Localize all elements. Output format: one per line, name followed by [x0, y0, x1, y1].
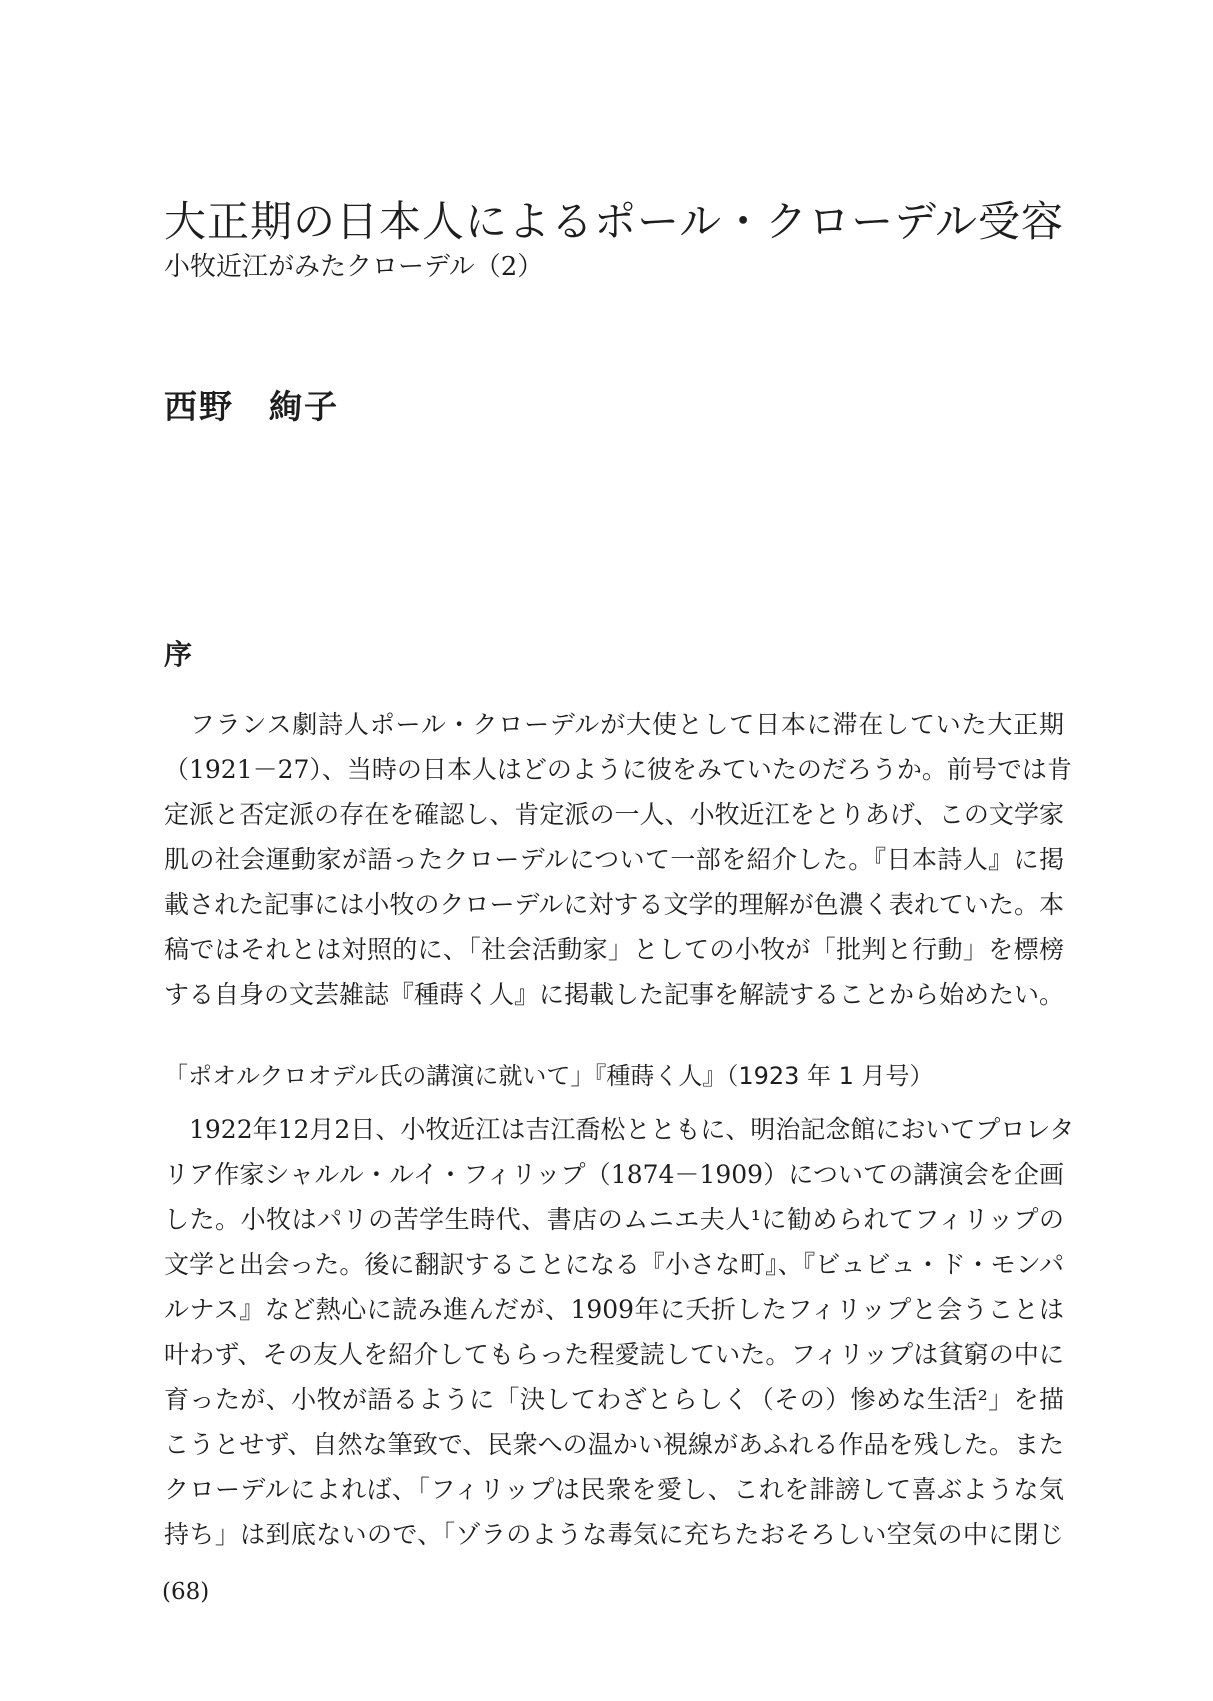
text-line: こうとせず、自然な筆致で、民衆への温かい視線があふれる作品を残した。また [164, 1430, 1064, 1459]
author-name: 西野 絢子 [164, 387, 339, 426]
text-line: 肌の社会運動家が語ったクローデルについて一部を紹介した。『日本詩人』に掲 [164, 845, 1064, 874]
text-line: ルナス』など熱心に読み進んだが、1909年に夭折したフィリップと会うことは [164, 1295, 1064, 1324]
text-line: 叶わず、その友人を紹介してもらった程愛読していた。フィリップは貧窮の中に [164, 1340, 1064, 1369]
text-line: リア作家シャルル・ルイ・フィリップ（1874－1909）についての講演会を企画 [164, 1160, 1064, 1189]
text-line: （1921－27）、当時の日本人はどのように彼をみていたのだろうか。前号では肯 [164, 755, 1072, 784]
text-line: 1922年12月2日、小牧近江は吉江喬松とともに、明治記念館においてプロレタ [164, 1115, 1075, 1144]
article-title: 大正期の日本人によるポール・クローデル受容 [164, 197, 1065, 246]
text-line: フランス劇詩人ポール・クローデルが大使として日本に滞在していた大正期 [164, 710, 1064, 739]
body-paragraph [164, 1107, 1075, 1557]
page-number: (68) [162, 1579, 210, 1605]
intro-paragraph [164, 702, 1072, 1017]
section-heading: 序 [164, 638, 193, 671]
text-line: した。小牧はパリの苦学生時代、書店のムニエ夫人¹に勧められてフィリップの [164, 1205, 1064, 1234]
text-line: する自身の文芸雑誌『種蒔く人』に掲載した記事を解読することから始めたい。 [164, 980, 1065, 1009]
text-line: 載された記事には小牧のクローデルに対する文学的理解が色濃く表れていた。本 [164, 890, 1064, 919]
text-line: 持ち」は到底ないので、「ゾラのような毒気に充ちたおそろしい空気の中に閉じ [164, 1520, 1064, 1549]
text-line: 定派と否定派の存在を確認し、肯定派の一人、小牧近江をとりあげ、この文学家 [164, 800, 1064, 829]
text-line: 育ったが、小牧が語るように「決してわざとらしく（その）惨めな生活²」を描 [164, 1385, 1064, 1414]
subsection-heading: 「ポオルクロオデル氏の講演に就いて」『種蒔く人』（1923 年 1 月号） [164, 1062, 934, 1090]
text-line: 文学と出会った。後に翻訳することになる『小さな町』、『ビュビュ・ド・モンパ [164, 1250, 1064, 1279]
article-subtitle: 小牧近江がみたクローデル（2） [164, 252, 544, 282]
text-line: 稿ではそれとは対照的に、「社会活動家」としての小牧が「批判と行動」を標榜 [164, 935, 1064, 964]
text-line: クローデルによれば、「フィリップは民衆を愛し、これを誹謗して喜ぶような気 [164, 1475, 1064, 1504]
